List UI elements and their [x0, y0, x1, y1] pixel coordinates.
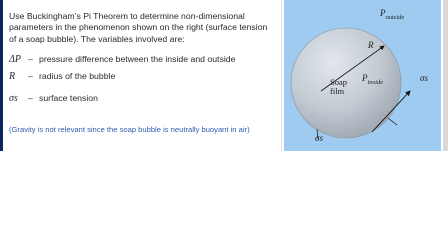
variable-row-radius [9, 71, 115, 82]
surface-tension-label-right: σs [420, 73, 428, 83]
variable-dash: – [28, 71, 33, 81]
problem-statement: Use Buckingham’s Pi Theorem to determine non-dimensional parameters in the phenomenon shown on the right (surface tension of a soap bubble). The variables involved are: [9, 11, 268, 44]
column-divider [281, 0, 282, 151]
left-accent-bar [0, 0, 3, 151]
variable-symbol: ΔP [9, 54, 21, 65]
variable-dash: – [28, 93, 33, 103]
gravity-note: (Gravity is not relevant since the soap bubble is neutrally buoyant in air) [9, 125, 250, 134]
variable-symbol: σs [9, 93, 18, 104]
variable-row-delta-p [9, 54, 235, 65]
variable-description: radius of the bubble [39, 71, 116, 81]
radius-label: R [368, 40, 374, 50]
variable-symbol: R [9, 71, 16, 82]
soap-film-label: Soap film [330, 77, 347, 96]
variable-description: pressure difference between the inside and outside [39, 54, 236, 64]
surface-tension-label-bottom: σs [315, 133, 323, 143]
soap-bubble-figure [284, 0, 441, 151]
p-inside-label: $P_{inside}$ [362, 73, 384, 86]
p-outside-label: $P_{outside}$ [380, 8, 405, 21]
variable-description: surface tension [39, 93, 98, 103]
variable-row-surface-tension [9, 93, 98, 104]
variable-dash: – [28, 54, 33, 64]
right-edge-bar [443, 0, 448, 151]
